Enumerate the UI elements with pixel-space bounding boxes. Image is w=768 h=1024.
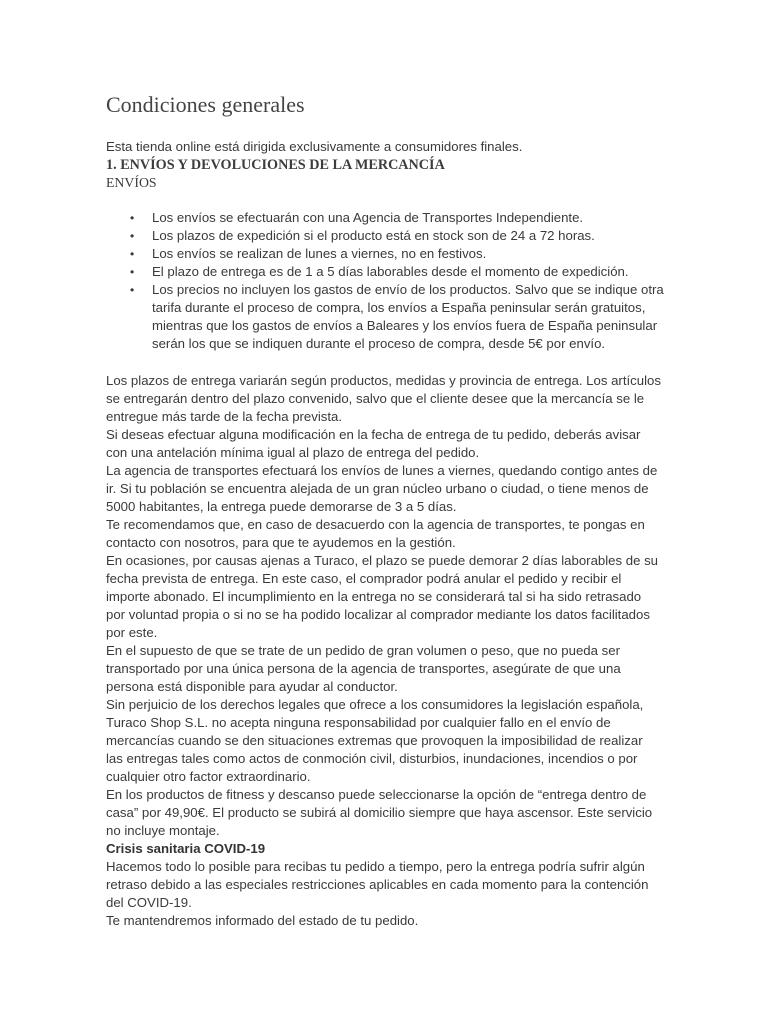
list-item	[106, 245, 666, 263]
bullet-icon: •	[130, 229, 135, 243]
list-item-text: Los plazos de expedición si el producto está en stock son de 24 a 72 horas.	[152, 228, 595, 243]
bullet-icon: •	[130, 265, 135, 279]
section-subtitle: ENVÍOS	[106, 175, 157, 190]
paragraph: Hacemos todo lo posible para recibas tu pedido a tiempo, pero la entrega podría sufrir algún retraso debido a las especiales restricciones aplicables en cada momento para la contención del COVID-19.	[106, 859, 649, 910]
paragraph: En los productos de fitness y descanso puede seleccionarse la opción de “entrega dentro de casa” por 49,90€. El producto se subirá al domicilio siempre que haya ascensor. Este servicio no incluye montaje.	[106, 787, 653, 838]
paragraph: Te recomendamos que, en caso de desacuerdo con la agencia de transportes, te pongas en contacto con nosotros, para que te ayudemos en la gestión.	[106, 517, 645, 550]
paragraph: Los plazos de entrega variarán según productos, medidas y provincia de entrega. Los artículos se entregarán dentro del plazo convenido, salvo que el cliente desee que la mercancía se le entregue más tarde de la fecha prevista.	[106, 373, 661, 424]
bullet-icon: •	[130, 247, 135, 261]
paragraph: En el supuesto de que se trate de un pedido de gran volumen o peso, que no pueda ser transportado por una única persona de la agencia de transportes, asegúrate de que una persona está disponible para ayudar al conductor.	[106, 643, 621, 694]
list-item-text: El plazo de entrega es de 1 a 5 días laborables desde el momento de expedición.	[152, 264, 629, 279]
paragraph: Te mantendremos informado del estado de tu pedido.	[106, 913, 419, 928]
list-item-text: Los precios no incluyen los gastos de envío de los productos. Salvo que se indique otra tarifa durante el proceso de compra, los envíos a España peninsular serán gratuitos, mientras que los gastos de envíos a Baleares y los envíos fuera de España peninsular serán los que se indiquen durante el proceso de compra, desde 5€ por envío.	[152, 282, 664, 351]
body-text	[106, 372, 662, 930]
list-item-text: Los envíos se efectuarán con una Agencia de Transportes Independiente.	[152, 210, 584, 225]
list-item	[106, 227, 666, 245]
intro-text: Esta tienda online está dirigida exclusivamente a consumidores finales.	[106, 139, 523, 154]
bullet-icon: •	[130, 211, 135, 225]
bullet-icon: •	[130, 283, 135, 297]
list-item	[106, 263, 666, 281]
shipping-bullet-list	[106, 209, 666, 353]
section-title: 1. ENVÍOS Y DEVOLUCIONES DE LA MERCANCÍA	[106, 157, 445, 173]
list-item	[106, 281, 666, 353]
list-item-text: Los envíos se realizan de lunes a viernes, no en festivos.	[152, 246, 487, 261]
paragraph: Si deseas efectuar alguna modificación en la fecha de entrega de tu pedido, deberás avisar con una antelación mínima igual al plazo de entrega del pedido.	[106, 427, 641, 460]
paragraph: Sin perjuicio de los derechos legales que ofrece a los consumidores la legislación española, Turaco Shop S.L. no acepta ninguna responsabilidad por cualquier fallo en el envío de mercancías cuando se den situaciones extremas que provoquen la imposibilidad de realizar las entregas tales como actos de conmoción civil, disturbios, inundaciones, incendios o por cualquier otro factor extraordinario.	[106, 697, 644, 784]
page-title: Condiciones generales	[106, 92, 305, 117]
paragraph: En ocasiones, por causas ajenas a Turaco, el plazo se puede demorar 2 días laborables de su fecha prevista de entrega. En este caso, el comprador podrá anular el pedido y recibir el importe abonado. El incumplimiento en la entrega no se considerará tal si ha sido retrasado por voluntad propia o si no se ha podido localizar al comprador mediante los datos facilitados por este.	[106, 553, 659, 640]
list-item	[106, 209, 666, 227]
paragraph: La agencia de transportes efectuará los envíos de lunes a viernes, quedando contigo antes de ir. Si tu población se encuentra alejada de un gran núcleo urbano o ciudad, o tiene menos de 5000 habitantes, la entrega puede demorarse de 3 a 5 días.	[106, 463, 658, 514]
covid-heading: Crisis sanitaria COVID-19	[106, 841, 266, 856]
